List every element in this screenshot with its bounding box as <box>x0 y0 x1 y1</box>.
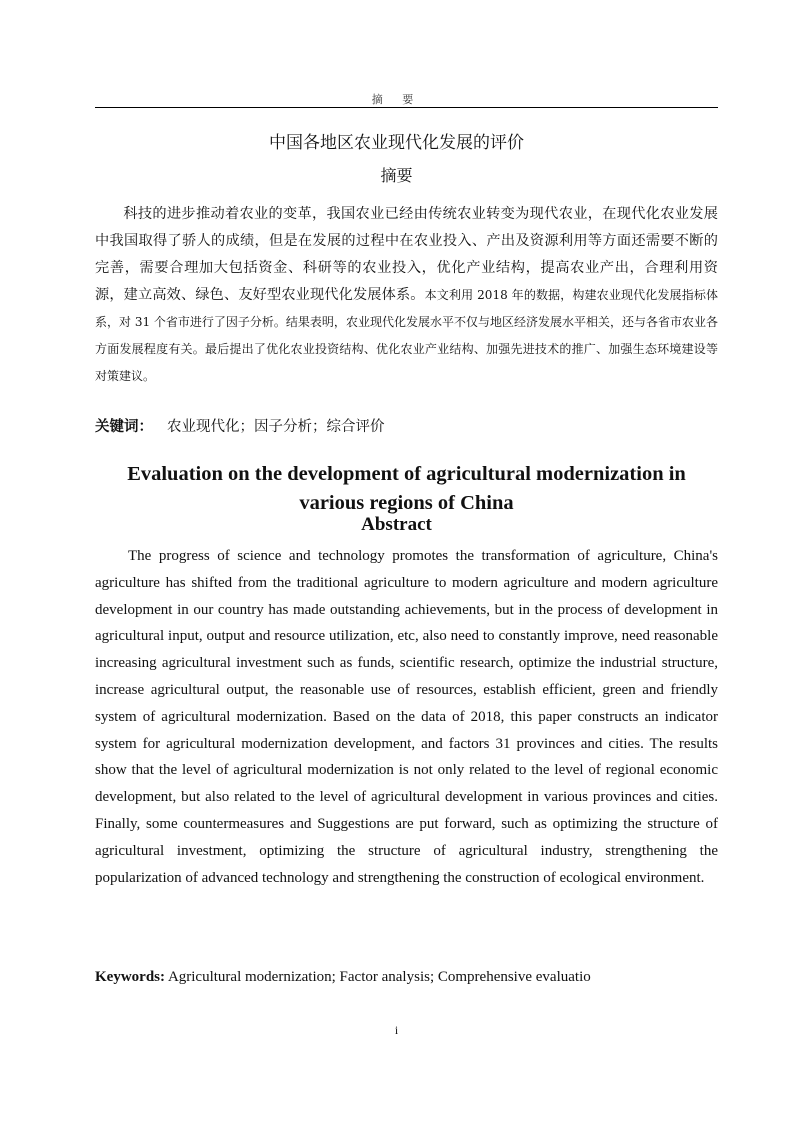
english-title: Evaluation on the development of agricultural modernization in various regions of China <box>127 463 686 514</box>
english-abstract-body: The progress of science and technology promotes the transformation of agriculture, China's agriculture has shifted from the traditional agriculture to modern agriculture and modern agriculture development in our country has made outstanding achievements, but in the process of development in agricultural input, output and resource utilization, etc, also need to constantly improve, need reasonable increasing agricultural investment such as funds, scientific research, optimize the industrial structure, increase agricultural output, the reasonable use of resources, establish efficient, green and friendly system of agricultural modernization. Based on the data of 2018, this paper constructs an indicator system for agricultural modernization development, and factors 31 provinces and cities. The results show that the level of agricultural modernization is not only related to the level of regional economic development, but also related to the level of agricultural development in various provinces and cities. Finally, some countermeasures and Suggestions are put forward, such as optimizing the structure of agricultural investment, optimizing the structure of agricultural industry, strengthening the popularization of advanced technology and strengthening the construction of ecological environment. <box>95 548 718 886</box>
page-number: i <box>394 1023 399 1037</box>
chinese-title: 中国各地区农业现代化发展的评价 <box>269 133 524 153</box>
header-divider <box>95 107 718 108</box>
chinese-abstract-main: 科技的进步推动着农业的变革，我国农业已经由传统农业转变为现代农业，在现代化农业发展中我国取得了骄人的成绩，但是在发展的过程中在农业投入、产出及资源利用等方面还需要不断的完善，需要合理加大包括资金、科研等的农业投入，优化产业结构，提高农业产出，合理利用资源，建立高效、绿色、友好型农业现代化发展体系。 <box>95 206 718 303</box>
english-keywords-label: Keywords: <box>95 969 165 985</box>
english-abstract-heading: Abstract <box>361 514 432 535</box>
chinese-keywords <box>95 415 718 436</box>
chinese-abstract-tail: 本文利用 2018 年的数据，构建农业现代化发展指标体系，对 31 个省市进行了因子分析。结果表明，农业现代化发展水平不仅与地区经济发展水平相关，还与各省市农业各方面发展程度有关。最后提出了优化农业投资结构、优化农业产业结构、加强先进技术的推广、加强生态环境建设等对策建议。 <box>95 288 718 383</box>
english-keywords-text: Agricultural modernization; Factor analysis; Comprehensive evaluatio <box>167 969 591 985</box>
english-keywords <box>95 969 718 986</box>
chinese-keywords-label: 关键词： <box>95 419 153 435</box>
chinese-abstract-body <box>95 201 718 390</box>
running-header: 摘 要 <box>371 93 422 106</box>
chinese-abstract-heading: 摘要 <box>380 166 413 185</box>
chinese-keywords-text: 农业现代化；因子分析；综合评价 <box>167 419 385 435</box>
